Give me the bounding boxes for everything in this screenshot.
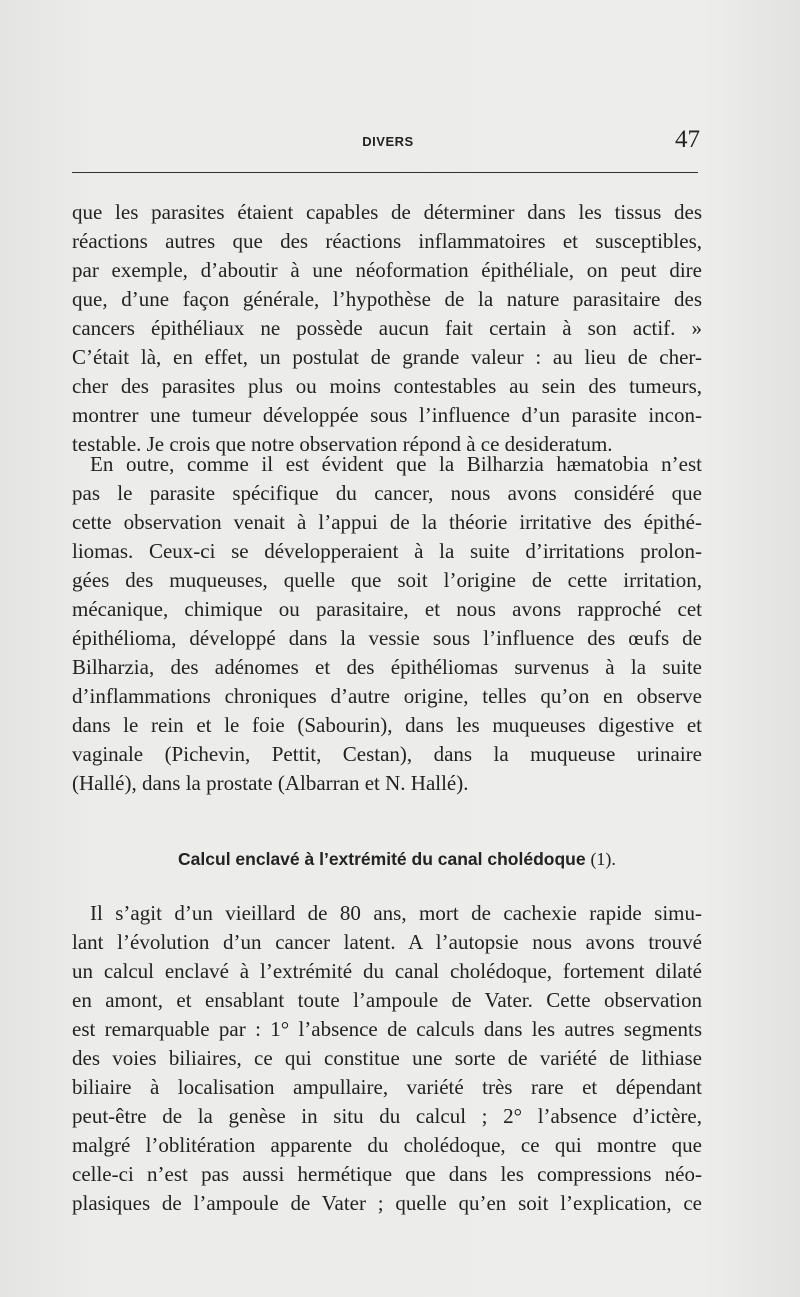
text-line: cette observation venait à l’appui de la théorie irritative des épithé-	[72, 510, 702, 534]
running-title: DIVERS	[362, 134, 414, 149]
text-line: est remarquable par : 1° l’absence de calculs dans les autres segments	[72, 1017, 702, 1041]
text-line: (Hallé), dans la prostate (Albarran et N. Hallé).	[72, 771, 469, 795]
text-line: liomas. Ceux-ci se développeraient à la suite d’irritations prolon-	[72, 539, 702, 563]
section-heading	[72, 844, 702, 874]
text-line: lant l’évolution d’un cancer latent. A l’autopsie nous avons trouvé	[72, 930, 702, 954]
text-line: cher des parasites plus ou moins contestables au sein des tumeurs,	[72, 374, 702, 398]
text-line: que, d’une façon générale, l’hypothèse de la nature parasitaire des	[72, 287, 702, 311]
text-line: des voies biliaires, ce qui constitue une sorte de variété de lithiase	[72, 1046, 702, 1070]
paragraph-3	[72, 899, 702, 1218]
text-line: celle-ci n’est pas aussi hermétique que dans les compressions néo-	[72, 1162, 702, 1186]
text-line: dans le rein et le foie (Sabourin), dans les muqueuses digestive et	[72, 713, 702, 737]
text-line: réactions autres que des réactions inflammatoires et susceptibles,	[72, 229, 702, 253]
text-line: cancers épithéliaux ne possède aucun fait certain à son actif. »	[72, 316, 702, 340]
text-line: que les parasites étaient capables de déterminer dans les tissus des	[72, 200, 702, 224]
text-line: plasiques de l’ampoule de Vater ; quelle qu’en soit l’explication, ce	[72, 1191, 702, 1215]
text-line: C’était là, en effet, un postulat de grande valeur : au lieu de cher-	[72, 345, 702, 369]
footnote-ref: (1).	[590, 849, 616, 869]
text-line: pas le parasite spécifique du cancer, nous avons considéré que	[72, 481, 702, 505]
header-rule	[72, 172, 698, 173]
text-line: par exemple, d’aboutir à une néoformation épithéliale, on peut dire	[72, 258, 702, 282]
text-line: Bilharzia, des adénomes et des épithéliomas survenus à la suite	[72, 655, 702, 679]
text-line: en amont, et ensablant toute l’ampoule de Vater. Cette observation	[72, 988, 702, 1012]
text-line: testable. Je crois que notre observation répond à ce desideratum.	[72, 432, 613, 456]
text-line: malgré l’oblitération apparente du cholédoque, ce qui montre que	[72, 1133, 702, 1157]
text-line: d’inflammations chroniques d’autre origine, telles qu’on en observe	[72, 684, 702, 708]
text-line: biliaire à localisation ampullaire, variété très rare et dépendant	[72, 1075, 702, 1099]
text-line: vaginale (Pichevin, Pettit, Cestan), dans la muqueuse urinaire	[72, 742, 702, 766]
section-title: Calcul enclavé à l’extrémité du canal cholédoque	[178, 849, 586, 869]
text-line: un calcul enclavé à l’extrémité du canal cholédoque, fortement dilaté	[72, 959, 702, 983]
paragraph-2	[72, 450, 702, 798]
paragraph-1	[72, 198, 702, 459]
text-line: montrer une tumeur développée sous l’influence d’un parasite incon-	[72, 403, 702, 427]
text-line: mécanique, chimique ou parasitaire, et nous avons rapproché cet	[72, 597, 702, 621]
text-line: épithélioma, développé dans la vessie sous l’influence des œufs de	[72, 626, 702, 650]
running-head	[72, 128, 704, 158]
text-line: gées des muqueuses, quelle que soit l’origine de cette irritation,	[72, 568, 702, 592]
text-line: peut-être de la genèse in situ du calcul ; 2° l’absence d’ictère,	[72, 1104, 702, 1128]
page-number: 47	[675, 126, 700, 153]
text-line: Il s’agit d’un vieillard de 80 ans, mort de cachexie rapide simu-	[90, 901, 702, 925]
text-line: En outre, comme il est évident que la Bilharzia hæmatobia n’est	[90, 452, 702, 476]
